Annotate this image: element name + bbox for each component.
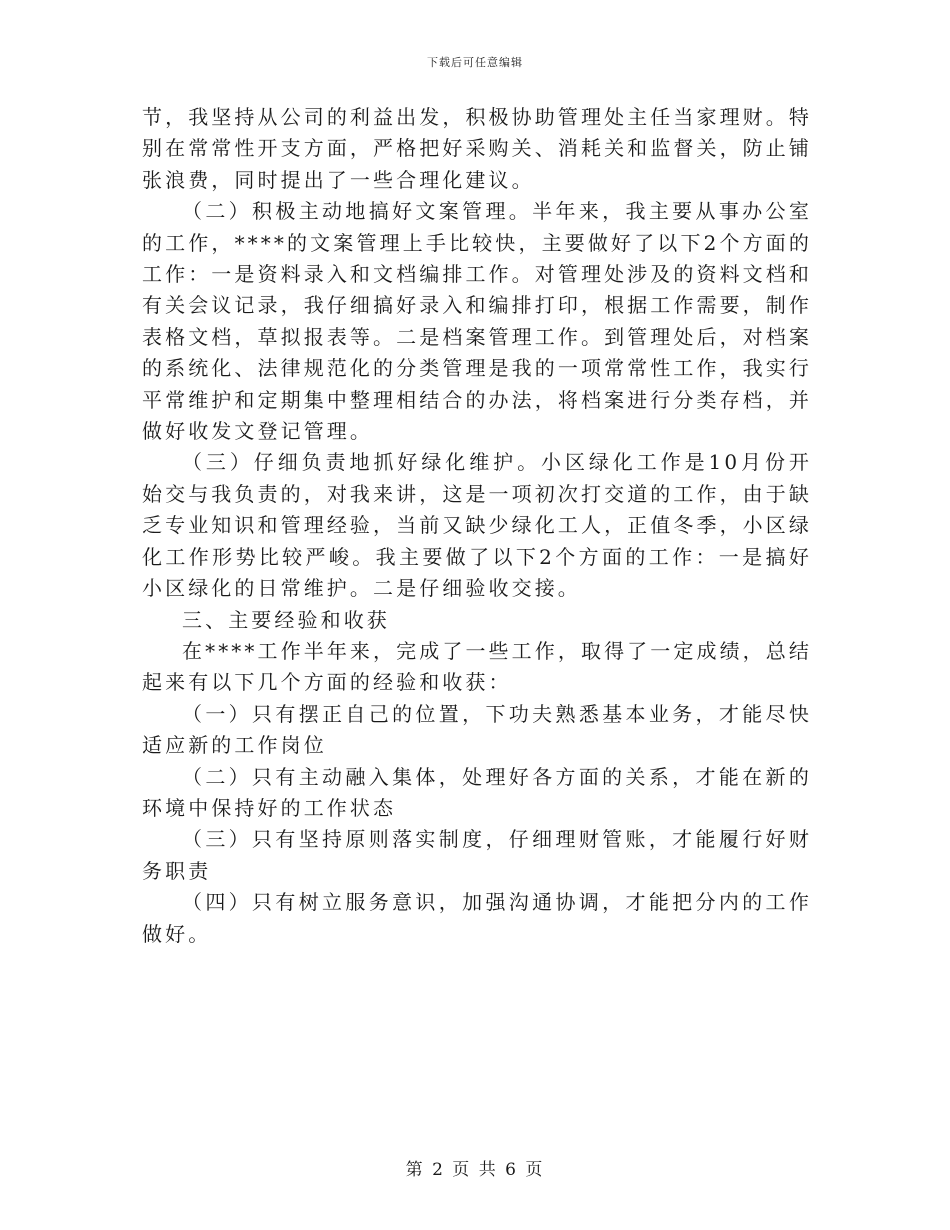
paragraph-document-management: （二）积极主动地搞好文案管理。半年来，我主要从事办公室的工作，****的文案管理上手比较快，主要做好了以下2个方面的工作：一是资料录入和文档编排工作。对管理处涉及的资料文档和有关会议记录，我仔细搞好录入和编排打印，根据工作需要，制作表格文档，草拟报表等。二是档案管理工作。到管理处后，对档案的系统化、法律规范化的分类管理是我的一项常常性工作，我实行平常维护和定期集中整理相结合的办法，将档案进行分类存档，并做好收发文登记管理。 [142, 199, 812, 444]
list-item-experience-2: （二）只有主动融入集体，处理好各方面的关系，才能在新的环境中保持好的工作状态 [142, 764, 812, 820]
paragraph-greening-maintenance: （三）仔细负责地抓好绿化维护。小区绿化工作是10月份开始交与我负责的，对我来讲，这是一项初次打交道的工作，由于缺乏专业知识和管理经验，当前又缺少绿化工人，正值冬季，小区绿化工作形势比较严峻。我主要做了以下2个方面的工作：一是搞好小区绿化的日常维护。二是仔细验收交接。 [142, 450, 812, 601]
page-header-note: 下载后可任意编辑 [427, 56, 523, 69]
list-item-experience-1: （一）只有摆正自己的位置，下功夫熟悉基本业务，才能尽快适应新的工作岗位 [142, 701, 812, 758]
document-body [142, 102, 812, 950]
paragraph-continued: 节，我坚持从公司的利益出发，积极协助管理处主任当家理财。特别在常常性开支方面，严格把好采购关、消耗关和监督关，防止铺张浪费，同时提出了一些合理化建议。 [142, 105, 812, 192]
list-item-experience-3: （三）只有坚持原则落实制度，仔细理财管账，才能履行好财务职责 [142, 827, 812, 883]
list-item-experience-4: （四）只有树立服务意识，加强沟通协调，才能把分内的工作做好。 [142, 890, 812, 946]
page-number: 第 2 页 共 6 页 [405, 1160, 545, 1180]
section-heading-experience: 三、主要经验和收获 [182, 607, 390, 632]
paragraph-experience-intro: 在****工作半年来，完成了一些工作，取得了一定成绩，总结起来有以下几个方面的经验和收获： [142, 638, 812, 695]
